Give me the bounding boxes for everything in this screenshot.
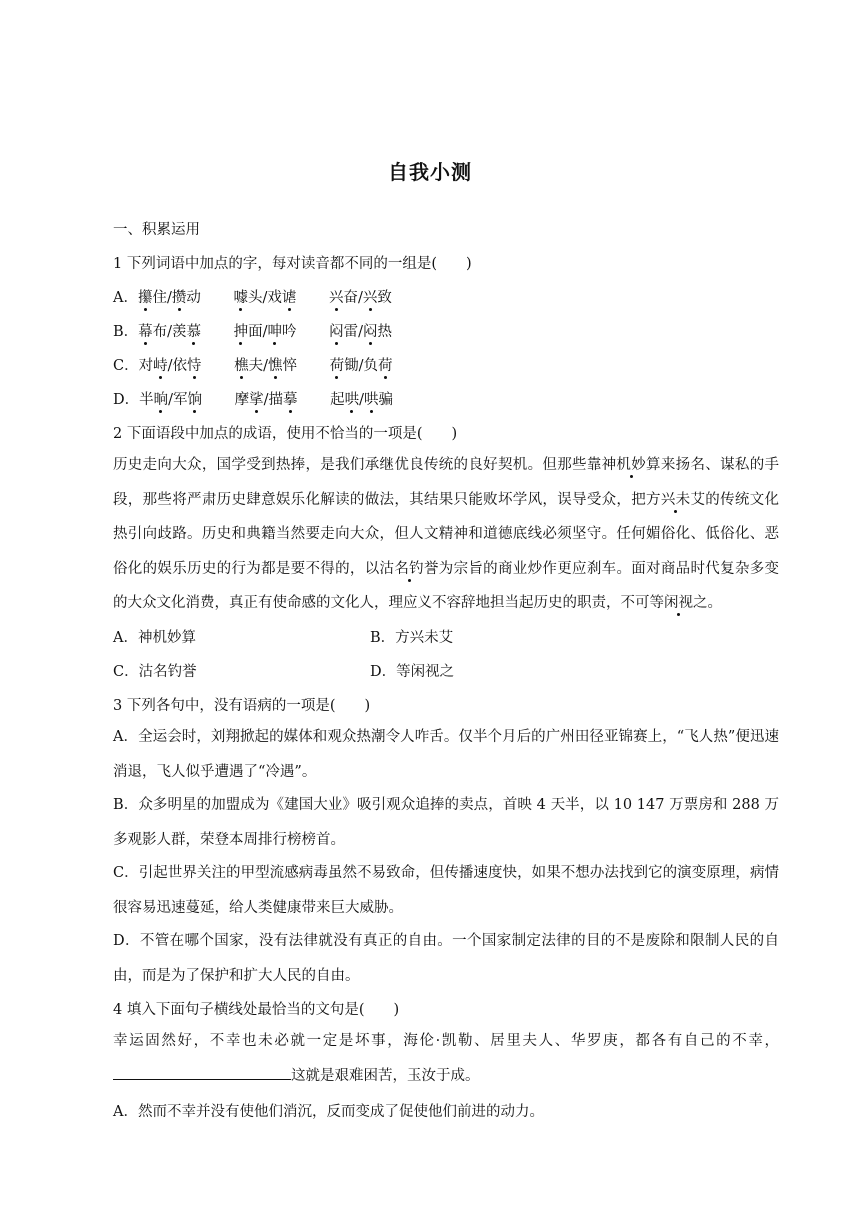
question-2-stem: 2 下面语段中加点的成语，使用不恰当的一项是( ): [113, 426, 458, 442]
question-2-option-d: D．等闲视之: [370, 664, 455, 680]
question-1-option-b: B．幕布/羡慕 抻面/呻吟 闷雷/闷热: [113, 324, 393, 340]
question-2-option-a: A．神机妙算: [113, 630, 196, 646]
question-1-stem: 1 下列词语中加点的字，每对读音都不同的一组是( ): [113, 256, 472, 272]
idiom-4: 等闲视之: [649, 595, 708, 611]
answer-blank[interactable]: [113, 1065, 291, 1080]
question-2-option-b: B．方兴未艾: [370, 630, 454, 646]
question-4-passage: 幸运固然好，不幸也未必就一定是坏事，海伦·凯勒、居里夫人、华罗庚，都各有自己的不幸，这就是艰难困苦，玉汝于成。: [113, 1033, 779, 1084]
idiom-1: 神机妙算: [601, 457, 661, 473]
question-2-passage: 历史走向大众，国学受到热捧，是我们承继优良传统的良好契机。但那些靠神机妙算来扬名、谋私的手段，那些将严肃历史肆意娱乐化解读的做法，其结果只能败坏学风，误导受众，把方兴未艾的传统文化热引向歧路。历史和典籍当然要走向大众，但人文精神和道德底线必须坚守。任何媚俗化、低俗化、恶俗化的娱乐历史的行为都是要不得的，以沽名钓誉为宗旨的商业炒作更应刹车。面对商品时代复杂多变的大众文化消费，真正有使命感的文化人，理应义不容辞地担当起历史的职责，不可等闲视之。: [113, 457, 780, 611]
question-3-option-b: B．众多明星的加盟成为《建国大业》吸引观众追捧的卖点，首映 4 天半，以 10 147 万票房和 288 万多观影人群，荣登本周排行榜榜首。: [113, 797, 779, 848]
question-3-option-a: A．全运会时，刘翔掀起的媒体和观众热潮令人咋舌。仅半个月后的广州田径亚锦赛上，“飞人热”便迅速消退，飞人似乎遭遇了“冷遇”。: [113, 729, 779, 780]
question-3-option-d: D．不管在哪个国家，没有法律就没有真正的自由。一个国家制定法律的目的不是废除和限制人民的自由，而是为了保护和扩大人民的自由。: [113, 933, 779, 984]
idiom-2: 方兴未艾: [646, 491, 706, 508]
page-title: 自我小测: [388, 160, 472, 184]
question-4-option-a: A．然而不幸并没有使他们消沉，反而变成了促使他们前进的动力。: [113, 1104, 544, 1120]
question-1-option-a: A．攥住/攒动 噱头/戏谑 兴奋/兴致: [113, 290, 392, 306]
question-2-option-c: C．沽名钓誉: [113, 664, 197, 680]
idiom-3: 沽名钓誉: [379, 560, 439, 577]
question-4-stem: 4 填入下面句子横线处最恰当的文句是( ): [113, 1002, 400, 1018]
question-3-stem: 3 下列各句中，没有语病的一项是( ): [113, 698, 371, 714]
question-1-option-d: D．半晌/军饷 摩挲/描摹 起哄/哄骗: [113, 392, 394, 408]
section-heading: 一、积累运用: [113, 222, 200, 238]
question-3-option-c: C．引起世界关注的甲型流感病毒虽然不易致命，但传播速度快，如果不想办法找到它的演变原理，病情很容易迅速蔓延，给人类健康带来巨大威胁。: [113, 865, 779, 916]
question-1-option-c: C．对峙/依恃 樵夫/憔悴 荷锄/负荷: [113, 358, 393, 374]
